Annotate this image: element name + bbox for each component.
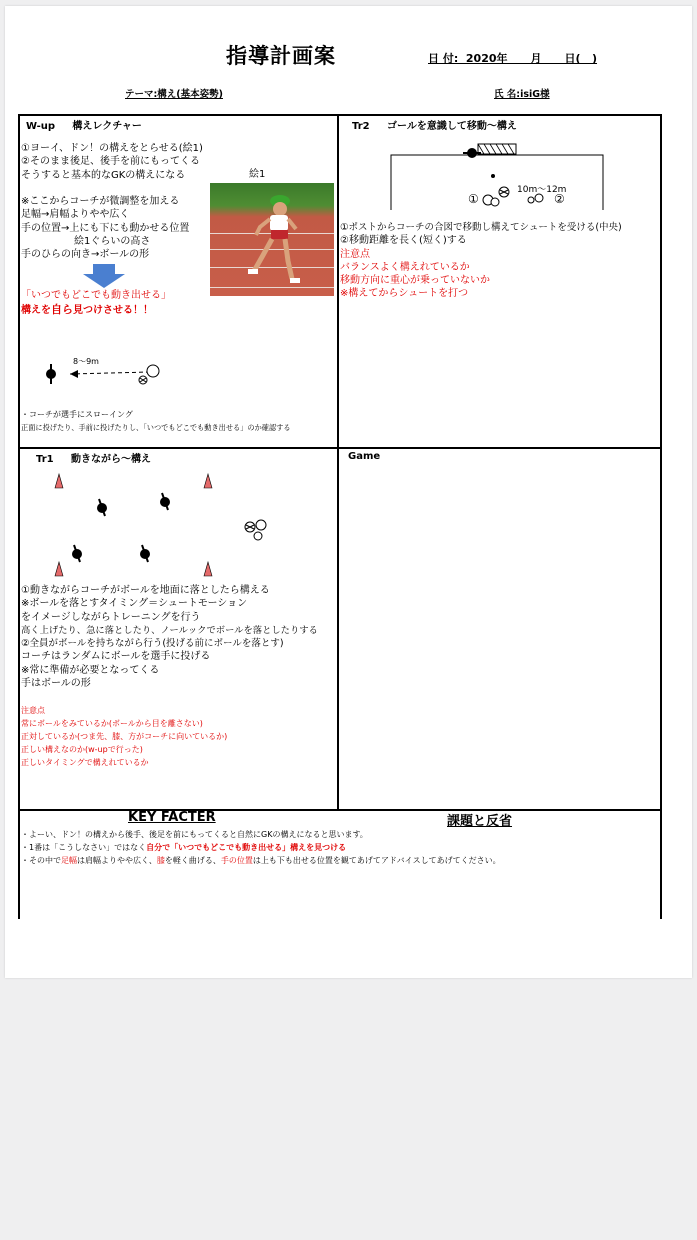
footer-line-3-red: 膝 [156,856,165,865]
wup-note: ・コーチが選手にスローイング [21,410,133,419]
wup-goal-red-2 [21,303,153,317]
tr1-red-line: 常にボールをみているか(ボールから目を離さない) [21,719,203,728]
footer-line-3-text: を軽く曲げる、 [164,856,221,865]
tr1-line: 手はボールの形 [21,678,91,690]
tr2-heading: Tr2 ゴールを意識して移動〜構え [352,121,517,132]
tr1-attention: 注意点 [21,706,45,715]
tr2-steps [340,221,622,301]
gk-ready-photo [210,183,334,296]
tr2-distance: 10m〜12m [517,185,567,195]
footer-line-3-red: 手の位置 [220,856,253,865]
child-runner-figure [210,183,334,296]
wup-goal-red: 「いつでもどこでも動き出せる」 [21,290,171,301]
date-field: 日 付: 2020年 月 日( ) [428,52,598,65]
wup-line: 手の位置→上にも下にも動かせる位置 [21,222,190,234]
wup-line: ①ヨーイ、ドン！の構えをとらせる(絵1) [21,143,203,154]
footer-line-3 [21,855,501,866]
footer-line-3-text: は肩幅よりやや広く、 [77,856,157,865]
wup-line: 手のひらの向き→ボールの形 [21,249,150,261]
footer-line-3-text: を観てあげてアドバイスしてあげてください。 [332,856,501,865]
name-field: 氏 名:isiG様 [494,89,550,100]
footer-line-3-red: 足幅 [61,856,77,865]
tr2-red-line: バランスよく構えれているか [340,261,470,273]
page-title: 指導計画案 [226,44,336,68]
footer-line-1: ・よーい、ドン！の構えから後手、後足を前にもってくると自然にGKの構えになると思います。 [21,830,368,839]
tr2-red-line: ※構えてからシュートを打つ [340,288,469,300]
wup-goal-text-b: 自ら [51,303,73,316]
wup-line: そうすると基本的なGKの構えになる [21,169,186,181]
down-arrow-icon [83,264,125,288]
tr2-attention: 注意点 [340,248,370,260]
footer-line-2-text: ・1番は「こうしなさい」ではなく [21,843,147,852]
tr1-line: コーチはランダムにボールを選手に投げる [21,651,211,663]
footer-line-2-red: 自分で「いつでもどこでも動き出せる」構えを見つける [146,843,347,852]
tr1-red-line: 正しい構えなのか(w-upで行った) [21,745,143,754]
tr1-red-line: 正対しているか(つま先、膝、方がコーチに向いているか) [21,732,228,741]
key-facter-heading: KEY FACTER [128,810,216,825]
tr1-line: ①動きながらコーチがボールを地面に落としたら構える [21,585,270,596]
footer-line-3-text: ・その中で [21,856,61,865]
tr2-red-line: 移動方向に重心が乗っていないか [340,275,490,287]
wup-throw-diagram [40,352,170,392]
tr1-line: ※常に準備が必要となってくる [21,664,160,676]
tr1-line: 高く上げたり、急に落としたり、ノールックでボールを落としたりする [21,624,318,636]
tr1-steps [21,584,318,690]
tr1-heading: Tr1 動きながら〜構え [36,454,152,465]
tr2-marker-1: ① [468,192,479,206]
picture-label: 絵1 [249,169,266,180]
wup-heading: W-up 構えレクチャー [26,121,142,132]
tr1-line: ②全員がボールを持ちながら行う(投げる前にボールを落とす) [21,638,284,650]
wup-goal-text-a: 構えを [21,305,51,316]
wup-line: 足幅→肩幅よりやや広く [21,209,130,221]
wup-distance: 8〜9m [73,357,99,366]
theme-field: テーマ:構え(基本姿勢) [125,89,223,100]
issues-heading: 課題と反省 [447,814,513,829]
tr2-marker-2: ② [554,192,565,206]
tr1-line: をイメージしながらトレーニングを行う [21,611,201,623]
wup-line: 絵1ぐらいの高さ [74,235,151,247]
wup-note: 正面に投げたり、手前に投げたりし、「いつでもどこでも動き出せる」のか確認する [21,423,291,432]
tr1-attention-block [21,704,227,769]
wup-steps [21,142,203,182]
footer-line-2 [21,842,346,853]
tr2-line: ②移動距離を長く(短く)する [340,235,467,247]
tr1-red-line: 正しいタイミングで構えれているか [21,758,149,767]
wup-adjustments [21,195,189,261]
tr1-line: ※ボールを落とすタイミング＝シュートモーション [21,598,248,610]
wup-line: ※ここからコーチが微調整を加える [21,196,180,207]
tr2-goal-diagram [385,140,610,212]
grid-divider-row1 [18,447,662,449]
tr2-line: ①ポストからコーチの合図で移動し構えてシュートを受ける(中央) [340,222,622,233]
grid-divider-vertical [337,114,339,811]
wup-line: ②そのまま後足、後手を前にもってくる [21,156,200,168]
tr1-field-diagram [45,470,285,582]
footer-line-3-text: は上も下も出せる位置 [252,856,333,865]
game-heading: Game [348,451,381,462]
wup-goal-text-c: 見つけさせる！！ [73,305,153,316]
grid-divider-row2 [18,809,662,811]
